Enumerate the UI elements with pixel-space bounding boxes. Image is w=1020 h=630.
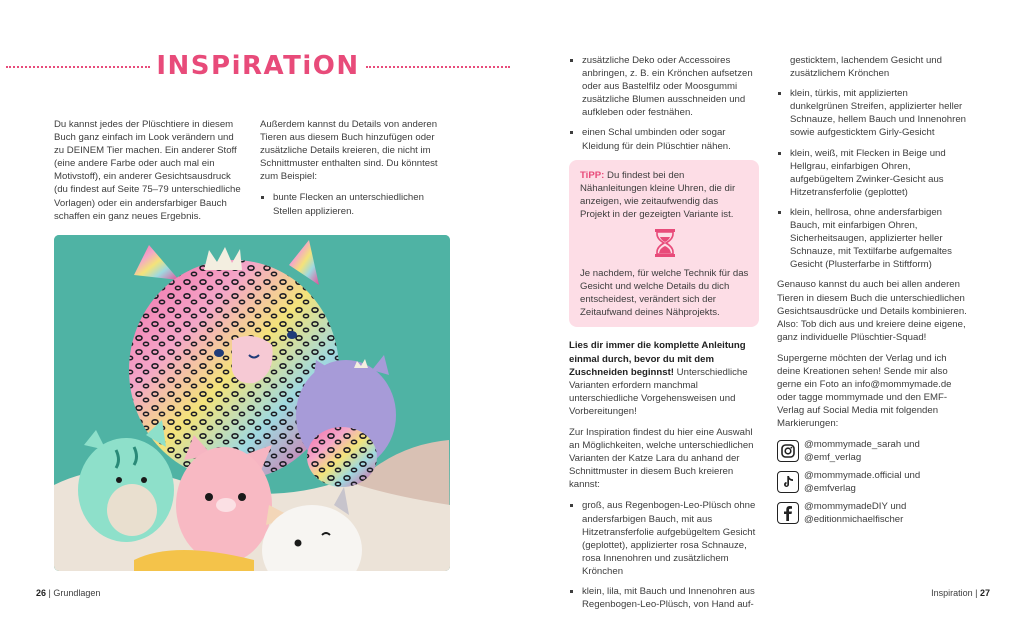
footer-left: [36, 588, 100, 598]
list-item: einen Schal umbinden oder sogar Kleidung für dein Plüschtier nähen.: [569, 126, 759, 152]
handle-line: @emfverlag: [804, 483, 856, 495]
tip-label: TiPP:: [580, 169, 605, 181]
dotted-rule-left: [6, 66, 150, 68]
tiktok-icon: [777, 471, 799, 493]
list-item: klein, weiß, mit Flecken in Beige und Hellgrau, einfarbigen Ohren, aufgebügeltem Zwinker-Gesicht aus Hitzetransferfolie (geplottet): [777, 147, 967, 199]
instagram-icon: [777, 440, 799, 462]
page-number: 26: [36, 588, 47, 598]
variants-list: [569, 499, 759, 611]
handle-line: @mommymade.official und: [804, 470, 921, 482]
facebook-icon: [777, 502, 799, 524]
tip-text-1: [580, 169, 749, 221]
social-facebook: [777, 500, 967, 526]
list-item: klein, türkis, mit applizierten dunkelgrünen Streifen, applizierter heller Schnauze, hellem Bauch und Innenohren sowie aufgesticktem Girly-Gesicht: [777, 87, 967, 139]
tip-text-2: Je nachdem, für welche Technik für das Gesicht und welche Details du dich entscheidest, verändert sich der Zeitaufwand deines Nähprojekts.: [580, 268, 749, 319]
handle-line: @mommymade_sarah und: [804, 439, 920, 451]
social-handles: [804, 469, 920, 495]
footer-separator: |: [975, 588, 978, 598]
dotted-rule-right: [366, 66, 510, 68]
tip-text-1-body: Du findest bei den Nähanleitungen kleine Uhren, die dir anzeigen, wie zeitaufwendig das Projekt in der gezeigten Variante ist.: [580, 169, 736, 220]
social-tiktok: [777, 469, 967, 495]
social-handles: [804, 438, 920, 464]
inspiration-paragraph: Zur Inspiration findest du hier eine Auswahl an Möglichkeiten, welche unterschiedlichen Varianten der Katze Lara du anhand der Schnittmuster in diesem Buch kreieren kannst:: [569, 426, 754, 491]
details-paragraph: Außerdem kannst du Details von anderen Tieren aus diesem Buch hinzufügen oder zusätzliche Details kreieren, die nicht im Schnittmuster enthalten sind. Du könntest zum Beispiel:: [260, 119, 438, 183]
deko-list: [569, 54, 759, 153]
share-paragraph: Supergerne möchten der Verlag und ich deine Kreationen sehen! Sende mir also gerne ein Foto an info@mommymade.de oder tagge mommymade und den EMF-Verlag auf Social Media mit folgenden Markierungen:: [777, 352, 952, 430]
bold-intro: Lies dir immer die komplette Anleitung einmal durch, bevor du mit dem Zuschneiden beginnst!: [569, 340, 746, 378]
read-instructions-paragraph: [569, 339, 759, 418]
hourglass-icon: [580, 228, 749, 258]
footer-separator: |: [48, 588, 51, 598]
list-item: groß, aus Regenbogen-Leo-Plüsch ohne andersfarbigen Bauch, mit aus Hitzetransferfolie aufgebügeltem Gesicht (geplottet), applizierter rosa Schnauze, rosa Innenohren und zusätzlichem Krönchen: [569, 499, 759, 578]
tip-box: [569, 160, 759, 328]
heading-band: [0, 48, 520, 84]
details-list: [260, 191, 452, 217]
variant-continuation: gesticktem, lachendem Gesicht und zusätzlichem Krönchen: [790, 55, 942, 80]
variants-list-continued: [777, 87, 967, 271]
plush-cats-illustration: [54, 235, 450, 571]
social-instagram: [777, 438, 967, 464]
right-column-2: [777, 54, 967, 531]
combine-paragraph: Genauso kannst du auch bei allen anderen Tieren in diesem Buch die unterschiedlichen Gesichtsausdrücke und Details kombinieren. Also: Tob dich aus und kreiere deine eigene, ganz individuelle Plüschtier-Squad!: [777, 279, 967, 343]
footer-section: Grundlagen: [53, 588, 101, 598]
list-item: zusätzliche Deko oder Accessoires anbringen, z. B. ein Krönchen aufsetzen oder aus Bastelfilz oder Moosgummi zusätzliche Blumen ausschneiden und aufkleben oder festnähen.: [569, 54, 759, 119]
page-title: INSPiRATiON: [156, 51, 360, 81]
intro-paragraph: Du kannst jedes der Plüschtiere in diesem Buch ganz einfach im Look verändern und zu DEINEM Tier machen. Ein anderer Stoff (eine andere Farbe oder auch mal ein Motivstoff), ein anderer Gesichtsausdruck (du findest auf Seite 75–79 unterschiedliche Vorlagen) oder ein andersfarbiger Bauch schaffen ein ganz neues Ergebnis.: [54, 119, 241, 222]
right-column-1: [569, 54, 759, 618]
details-column: [260, 118, 452, 225]
footer-right: [931, 588, 990, 598]
list-item: klein, lila, mit Bauch und Innenohren aus Regenbogen-Leo-Plüsch, von Hand auf-: [569, 585, 759, 611]
handle-line: @mommymadeDIY und: [804, 501, 907, 513]
social-handles: [804, 500, 906, 526]
intro-column: [54, 118, 244, 231]
handle-line: @editionmichaelfischer: [804, 514, 904, 526]
list-item: klein, hellrosa, ohne andersfarbigen Bauch, mit einfarbigen Ohren, Sicherheitsaugen, applizierter heller Schnauze, mit Textilfarbe aufgemaltes Gesicht (Plusterfarbe in Stiftform): [777, 206, 967, 271]
footer-section: Inspiration: [931, 588, 973, 598]
list-item: bunte Flecken an unterschiedlichen Stellen applizieren.: [260, 191, 452, 217]
page-number: 27: [979, 588, 990, 598]
handle-line: @emf_verlag: [804, 452, 862, 464]
photo-plush-cats: [54, 235, 450, 571]
bold-follow: Unterschiedliche Varianten erfordern manchmal unterschiedliche Vorgehensweisen und Vorbereitungen!: [569, 366, 748, 417]
